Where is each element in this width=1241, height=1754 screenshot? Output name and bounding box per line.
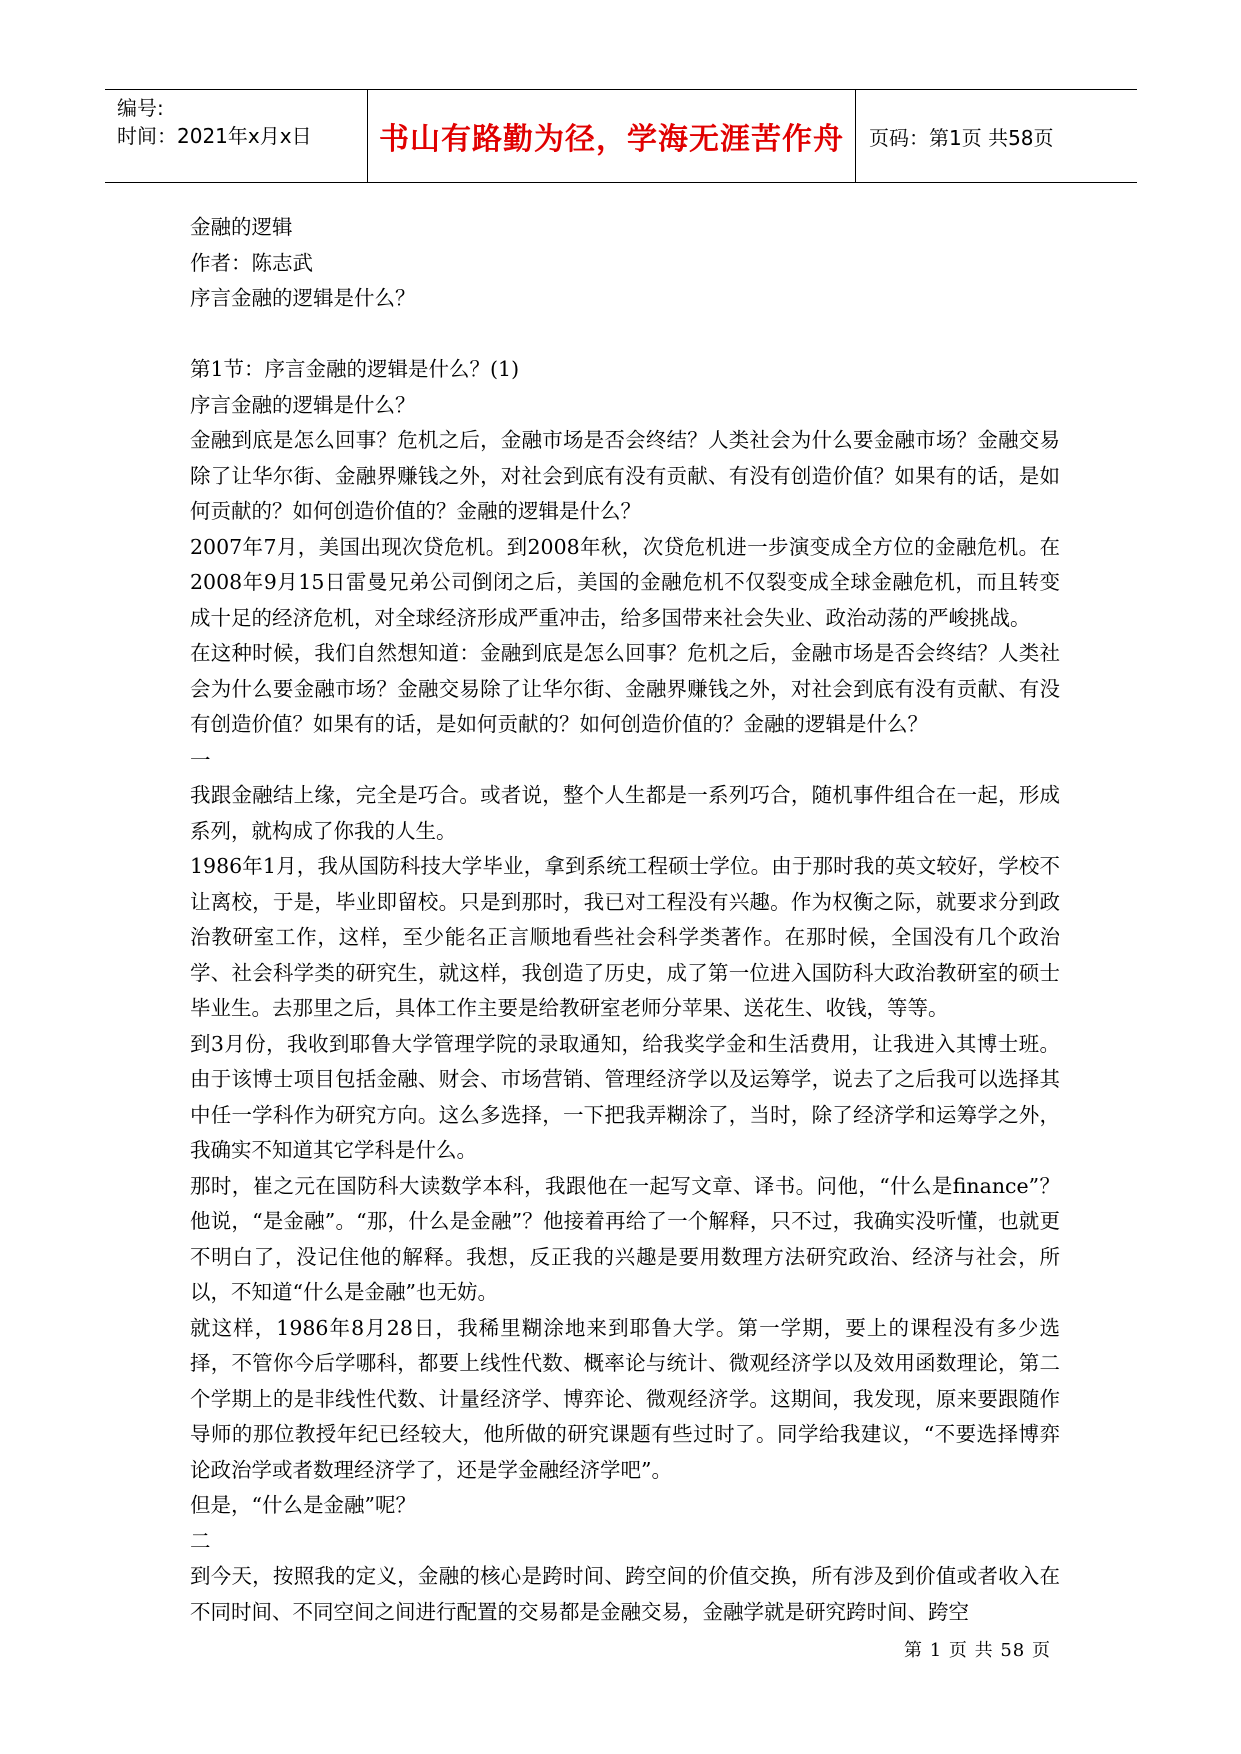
document-title: 金融的逻辑	[190, 215, 293, 239]
paragraph: 金融到底是怎么回事？危机之后，金融市场是否会终结？人类社会为什么要金融市场？金融交易除了让华尔街、金融界赚钱之外，对社会到底有没有贡献、有没有创造价值？如果有的话，是如何贡献的？如何创造价值的？金融的逻辑是什么？	[190, 428, 1060, 523]
header-meta	[105, 90, 368, 182]
page-footer: 第 1 页 共 58 页	[904, 1640, 1051, 1661]
page-header	[105, 89, 1137, 183]
section-marker: 二	[190, 1528, 211, 1553]
document-number-label: 编号:	[117, 96, 164, 120]
document-body	[190, 210, 1060, 1630]
section-marker: 一	[190, 747, 211, 772]
document-time-label: 时间：2021年x月x日	[117, 124, 312, 148]
paragraph: 到今天，按照我的定义，金融的核心是跨时间、跨空间的价值交换，所有涉及到价值或者收入在不同时间、不同空间之间进行配置的交易都是金融交易，金融学就是研究跨时间、跨空	[190, 1564, 1060, 1624]
paragraph: 在这种时候，我们自然想知道：金融到底是怎么回事？危机之后，金融市场是否会终结？人类社会为什么要金融市场？金融交易除了让华尔街、金融界赚钱之外，对社会到底有没有贡献、有没有创造价值？如果有的话，是如何贡献的？如何创造价值的？金融的逻辑是什么？	[190, 641, 1060, 736]
paragraph: 2007年7月，美国出现次贷危机。到2008年秋，次贷危机进一步演变成全方位的金融危机。在2008年9月15日雷曼兄弟公司倒闭之后，美国的金融危机不仅裂变成全球金融危机，而且转变成十足的经济危机，对全球经济形成严重冲击，给多国带来社会失业、政治动荡的严峻挑战。	[190, 534, 1060, 630]
paragraph: 但是，“什么是金融”呢？	[190, 1493, 416, 1517]
preface-title: 序言金融的逻辑是什么？	[190, 286, 416, 310]
document-author: 作者：陈志武	[190, 250, 313, 275]
section-heading: 第1节：序言金融的逻辑是什么？(1)	[190, 357, 520, 381]
header-motto: 书山有路勤为径，学海无涯苦作舟	[368, 90, 856, 182]
paragraph: 到3月份，我收到耶鲁大学管理学院的录取通知，给我奖学金和生活费用，让我进入其博士班。由于该博士项目包括金融、财会、市场营销、管理经济学以及运筹学，说去了之后我可以选择其中任一学科作为研究方向。这么多选择，一下把我弄糊涂了，当时，除了经济学和运筹学之外，我确实不知道其它学科是什么。	[190, 1031, 1060, 1162]
paragraph: 1986年1月，我从国防科技大学毕业，拿到系统工程硕士学位。由于那时我的英文较好，学校不让离校，于是，毕业即留校。只是到那时，我已对工程没有兴趣。作为权衡之际，就要求分到政治教研室工作，这样，至少能名正言顺地看些社会科学类著作。在那时候，全国没有几个政治学、社会科学类的研究生，就这样，我创造了历史，成了第一位进入国防科大政治教研室的硕士毕业生。去那里之后，具体工作主要是给教研室老师分苹果、送花生、收钱，等等。	[190, 854, 1060, 1020]
blank-line	[190, 317, 1060, 353]
paragraph: 就这样，1986年8月28日，我稀里糊涂地来到耶鲁大学。第一学期，要上的课程没有多少选择，不管你今后学哪科，都要上线性代数、概率论与统计、微观经济学以及效用函数理论，第二个学期上的是非线性代数、计量经济学、博弈论、微观经济学。这期间，我发现，原来要跟随作导师的那位教授年纪已经较大，他所做的研究课题有些过时了。同学给我建议，“不要选择博弈论政治学或者数理经济学了，还是学金融经济学吧”。	[190, 1315, 1060, 1482]
header-page-number: 页码：第1页 共58页	[869, 125, 1054, 150]
section-subheading: 序言金融的逻辑是什么？	[190, 392, 416, 417]
paragraph: 我跟金融结上缘，完全是巧合。或者说，整个人生都是一系列巧合，随机事件组合在一起，形成系列，就构成了你我的人生。	[190, 783, 1060, 843]
paragraph: 那时，崔之元在国防科大读数学本科，我跟他在一起写文章、译书。问他，“什么是finance”？他说，“是金融”。“那，什么是金融”？他接着再给了一个解释，只不过，我确实没听懂，也就更不明白了，没记住他的解释。我想，反正我的兴趣是要用数理方法研究政治、经济与社会，所以，不知道“什么是金融”也无妨。	[190, 1173, 1060, 1304]
